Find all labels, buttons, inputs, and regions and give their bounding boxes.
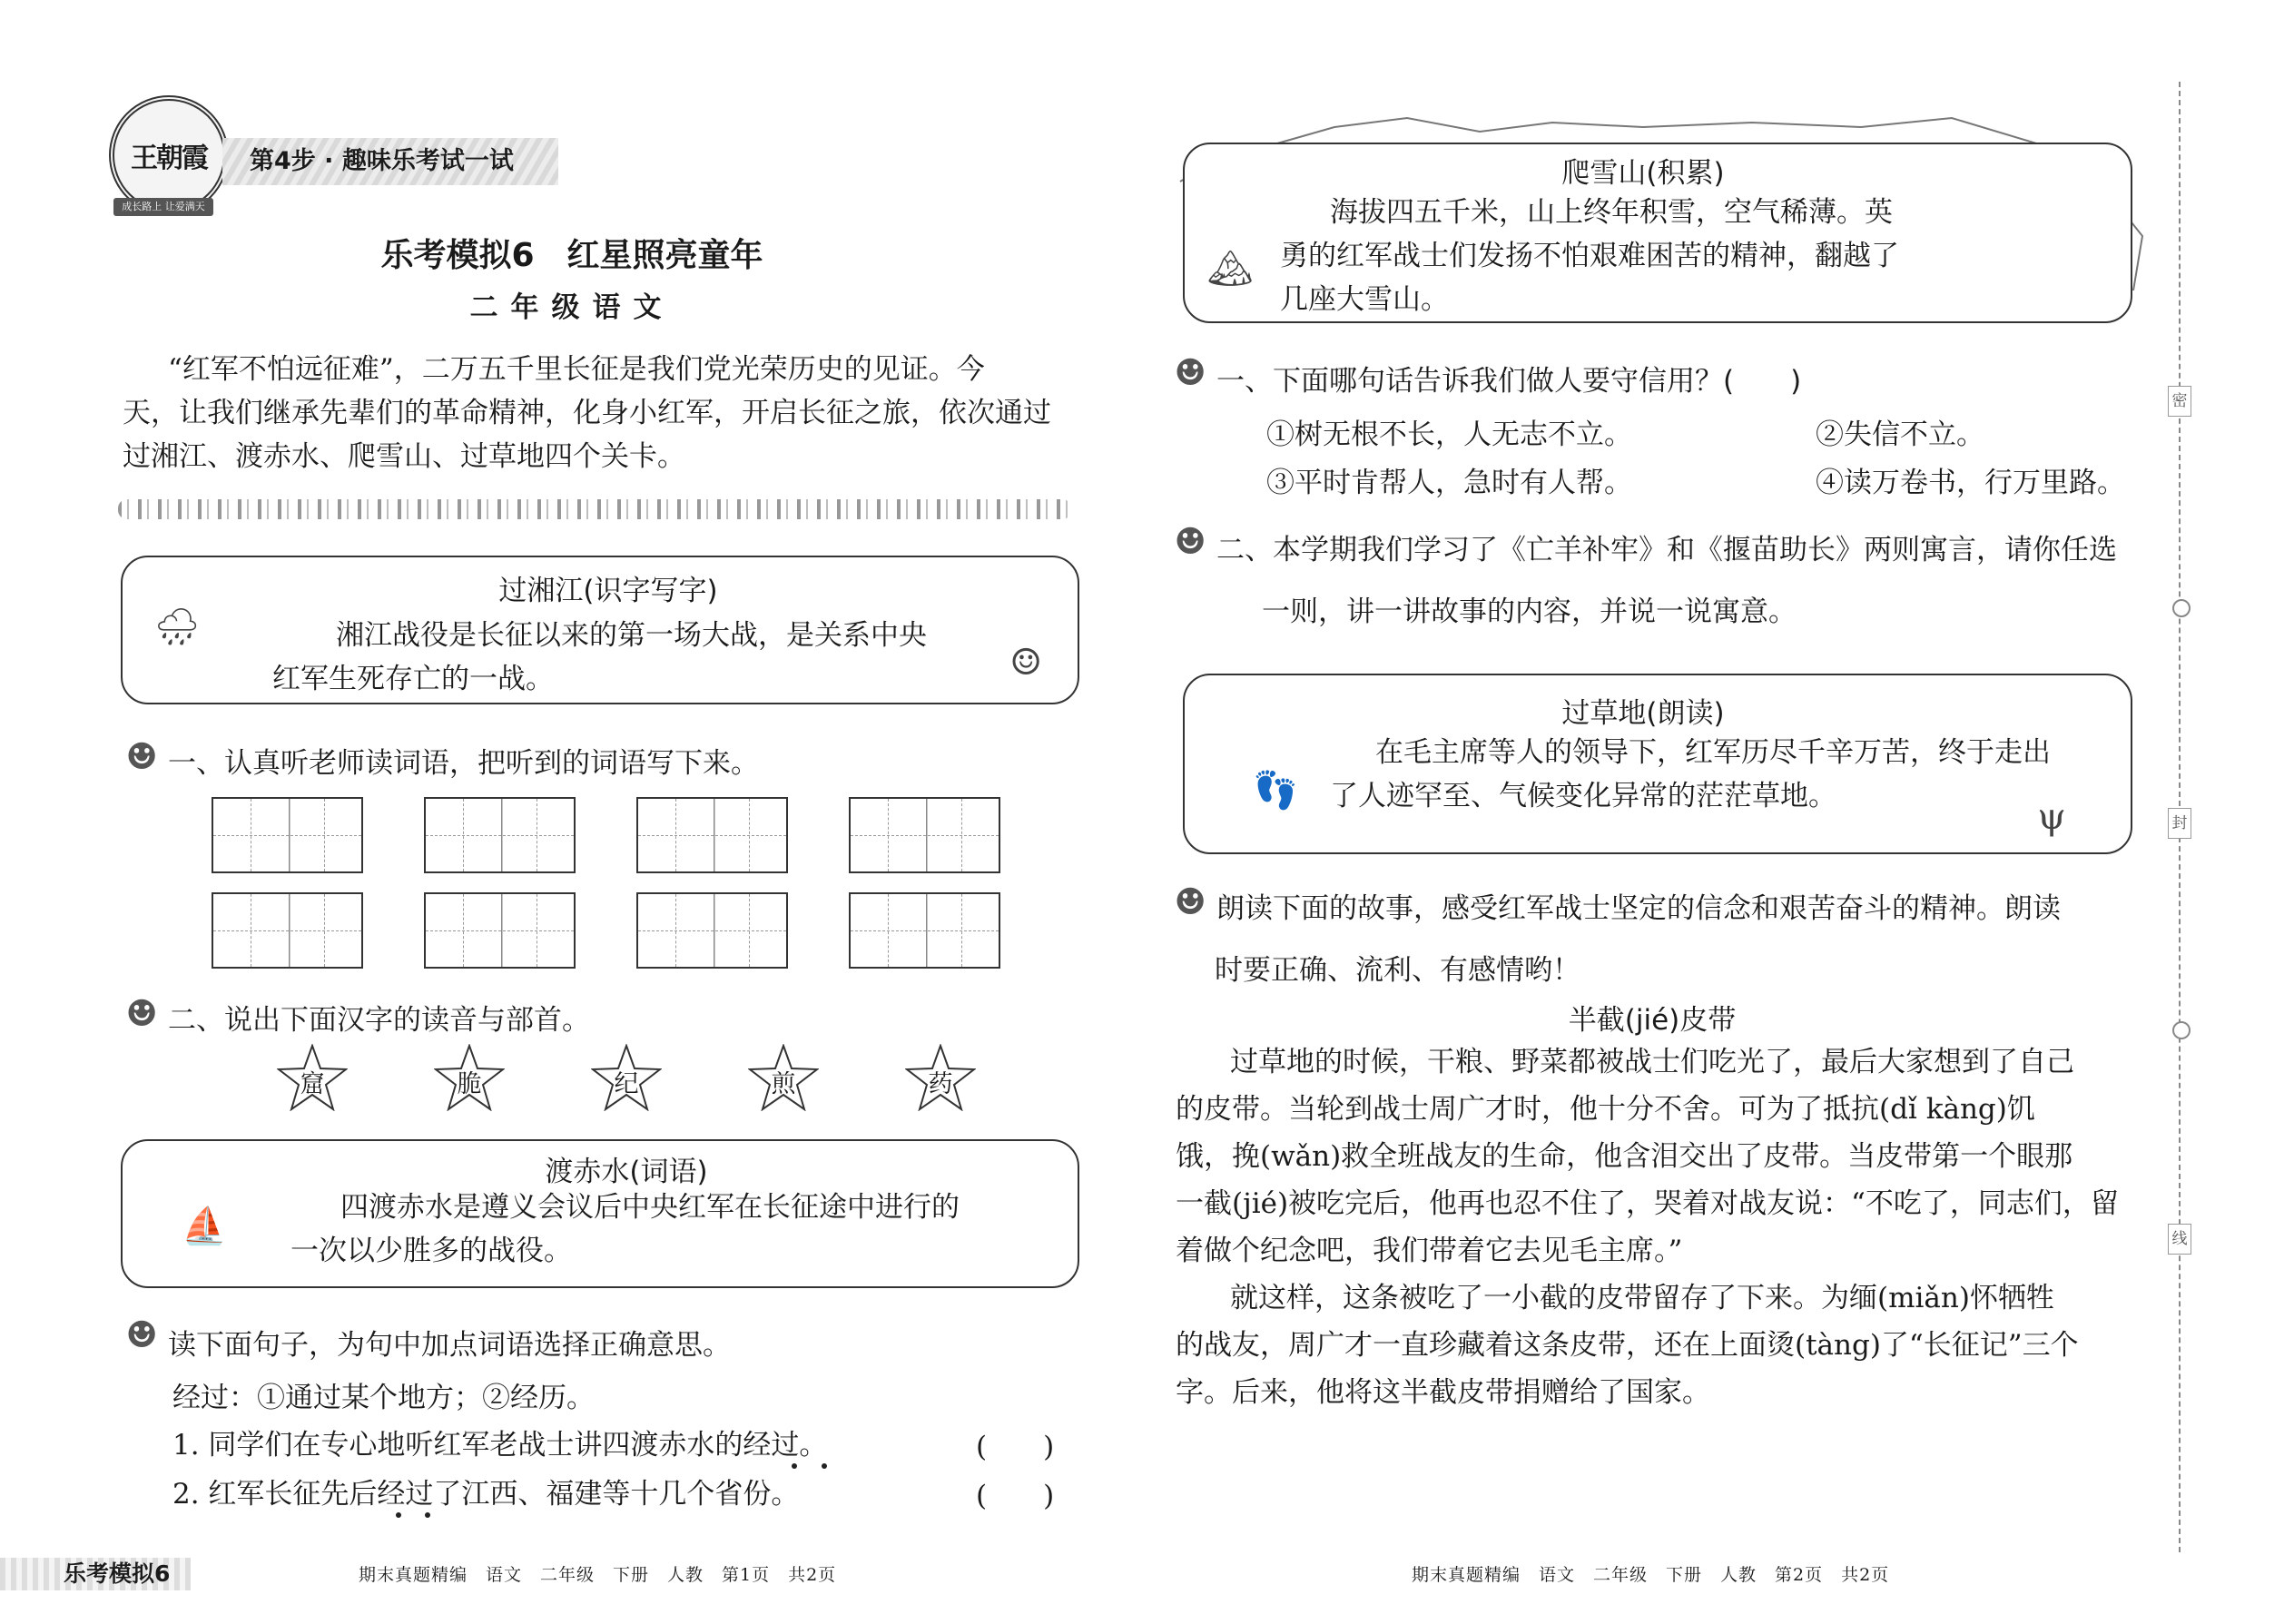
box-line: 几座大雪山。 xyxy=(1280,283,1449,316)
question-3: 读下面句子，为句中加点词语选择正确意思。 xyxy=(168,1329,731,1362)
intro-line-1: “红军不怕远征难”，二万五千里长征是我们党光荣历史的见证。今 xyxy=(168,353,985,386)
box-text-caodi xyxy=(1330,731,2120,818)
soldier-boat-illustration: ⛵ xyxy=(182,1205,227,1247)
box-line: 四渡赤水是遵义会议后中央红军在长征途中进行的 xyxy=(340,1191,960,1224)
spine-hole xyxy=(2172,599,2191,617)
exam-tag: 乐考模拟6 xyxy=(0,1558,191,1590)
option-1: ①树无根不长，人无志不立。 xyxy=(1266,418,1632,451)
grass-illustration: ψ xyxy=(2037,796,2066,838)
answer-paren-1[interactable]: ( ) xyxy=(976,1431,1055,1463)
writing-box[interactable] xyxy=(636,797,788,873)
box-text-xiangjiang xyxy=(272,614,999,701)
box-text-chishui xyxy=(290,1186,1062,1273)
writing-box[interactable] xyxy=(212,892,363,969)
story-line: 着做个纪念吧，我们带着它去见毛主席。” xyxy=(1176,1235,1683,1267)
page-subtitle: 二年级语文 xyxy=(469,291,674,324)
star-char: 煎 xyxy=(748,1044,819,1111)
star-char: 脆 xyxy=(434,1044,505,1111)
writing-box[interactable] xyxy=(424,892,576,969)
intro-line-3: 过湘江、渡赤水、爬雪山、过草地四个关卡。 xyxy=(123,440,685,473)
page-footer-left: 期末真题精编 语文 二年级 下册 人教 第1页 共2页 xyxy=(359,1565,837,1585)
story-line: 的皮带。当轮到战士周广才时，他十分不舍。可为了抵抗(dǐ kàng)饥 xyxy=(1176,1093,2035,1126)
story-line: 饿，挽(wǎn)救全班战友的生命，他含泪交出了皮带。当皮带第一个眼那 xyxy=(1176,1140,2073,1173)
box-line: 湘江战役是长征以来的第一场大战，是关系中央 xyxy=(336,619,927,652)
star-char: 窟 xyxy=(277,1044,348,1111)
spine-mark: 线 xyxy=(2168,1224,2191,1255)
intro-line-2: 天，让我们继承先辈们的革命精神，化身小红军，开启长征之旅，依次通过 xyxy=(123,397,1051,429)
answer-paren-2[interactable]: ( ) xyxy=(976,1480,1055,1512)
writing-box[interactable] xyxy=(212,797,363,873)
sentence-2: 2. 红军长征先后经过了江西、福建等十几个省份。 xyxy=(172,1478,800,1511)
question-6-line-1: 朗读下面的故事，感受红军战士坚定的信念和艰苦奋斗的精神。朗读 xyxy=(1216,892,2061,925)
soldier-icon: ☻ xyxy=(1174,352,1206,394)
box-line: 红军生死存亡的一战。 xyxy=(272,663,554,695)
option-3: ③平时肯帮人，急时有人帮。 xyxy=(1266,467,1632,499)
writing-box[interactable] xyxy=(849,797,1000,873)
intro-paragraph xyxy=(123,348,1085,478)
climbing-soldier-illustration: 🏔 xyxy=(1206,247,1254,290)
emphasis-dot xyxy=(792,1463,797,1469)
question-6-line-2: 时要正确、流利、有感情哟！ xyxy=(1215,954,1580,987)
soldier-icon: ☻ xyxy=(1174,521,1206,563)
spine-mark: 封 xyxy=(2168,808,2191,839)
box-title-chishui: 渡赤水(词语) xyxy=(545,1156,708,1188)
box-line: 一次以少胜多的战役。 xyxy=(290,1235,572,1267)
writing-box[interactable] xyxy=(849,892,1000,969)
story-line: 的战友，周广才一直珍藏着这条皮带，还在上面烫(tàng)了“长征记”三个 xyxy=(1176,1329,2079,1362)
star-char: 纪 xyxy=(591,1044,662,1111)
marching-soldiers-illustration: 👣 xyxy=(1253,769,1298,812)
story-title: 半截(jié)皮带 xyxy=(1568,1004,1737,1037)
soldier-icon: ☻ xyxy=(125,993,158,1035)
rain-soldiers-illustration: 🌧 xyxy=(153,605,201,648)
story-line: 一截(jié)被吃完后，他再也忍不住了，哭着对战友说：“不吃了，同志们，留 xyxy=(1176,1187,2119,1220)
story-text xyxy=(1176,1038,2129,1416)
page-footer-right: 期末真题精编 语文 二年级 下册 人教 第2页 共2页 xyxy=(1412,1565,1890,1585)
soldier-icon: ☻ xyxy=(1174,881,1206,923)
question-5-line-2: 一则，讲一讲故事的内容，并说一说寓意。 xyxy=(1262,595,1797,628)
question-1: 一、认真听老师读词语，把听到的词语写下来。 xyxy=(168,747,759,780)
decorative-divider xyxy=(118,499,1071,519)
soldier-icon: ☻ xyxy=(125,1314,158,1356)
writing-box[interactable] xyxy=(424,797,576,873)
box-line: 在毛主席等人的领导下，红军历尽千辛万苦，终于走出 xyxy=(1375,736,2051,769)
box-title-xueshan: 爬雪山(积累) xyxy=(1561,157,1725,190)
question-2: 二、说出下面汉字的读音与部首。 xyxy=(168,1004,590,1037)
spine-mark: 密 xyxy=(2168,386,2191,417)
option-2: ②失信不立。 xyxy=(1816,418,1984,451)
question-4: 一、下面哪句话告诉我们做人要守信用？( ) xyxy=(1216,365,1802,398)
story-line: 过草地的时候，干粮、野菜都被战士们吃光了，最后大家想到了自己 xyxy=(1230,1046,2074,1078)
emphasis-dot xyxy=(396,1512,401,1518)
spine-hole xyxy=(2172,1021,2191,1039)
story-line: 就这样，这条被吃了一小截的皮带留存了下来。为缅(miǎn)怀牺牲 xyxy=(1230,1282,2054,1314)
box-title-xiangjiang: 过湘江(识字写字) xyxy=(498,575,718,607)
step-banner: 第4步 · 趣味乐考试一试 xyxy=(222,138,558,185)
word-definition: 经过：①通过某个地方；②经历。 xyxy=(172,1382,595,1414)
box-title-caodi: 过草地(朗读) xyxy=(1561,697,1725,730)
option-4: ④读万卷书，行万里路。 xyxy=(1816,467,2125,499)
logo-text: 王朝霞 xyxy=(131,143,207,174)
soldier-illustration: ☺ xyxy=(1009,642,1042,684)
story-line: 字。后来，他将这半截皮带捐赠给了国家。 xyxy=(1176,1376,1710,1409)
sentence-1: 1. 同学们在专心地听红军老战士讲四渡赤水的经过。 xyxy=(172,1429,828,1462)
emphasis-dot xyxy=(822,1463,827,1469)
box-line: 了人迹罕至、气候变化异常的茫茫草地。 xyxy=(1330,780,1836,812)
emphasis-dot xyxy=(425,1512,430,1518)
soldier-icon: ☻ xyxy=(125,736,158,778)
box-line: 勇的红军战士们发扬不怕艰难困苦的精神，翻越了 xyxy=(1280,240,1899,272)
logo-ribbon: 成长路上 让爱满天 xyxy=(113,198,213,216)
box-text-xueshan xyxy=(1280,191,2052,321)
star-char: 药 xyxy=(905,1044,976,1111)
page-title: 乐考模拟6 红星照亮童年 xyxy=(380,237,763,274)
writing-box[interactable] xyxy=(636,892,788,969)
question-5-line-1: 二、本学期我们学习了《亡羊补牢》和《揠苗助长》两则寓言，请你任选 xyxy=(1216,534,2117,566)
box-line: 海拔四五千米，山上终年积雪，空气稀薄。英 xyxy=(1330,196,1893,229)
